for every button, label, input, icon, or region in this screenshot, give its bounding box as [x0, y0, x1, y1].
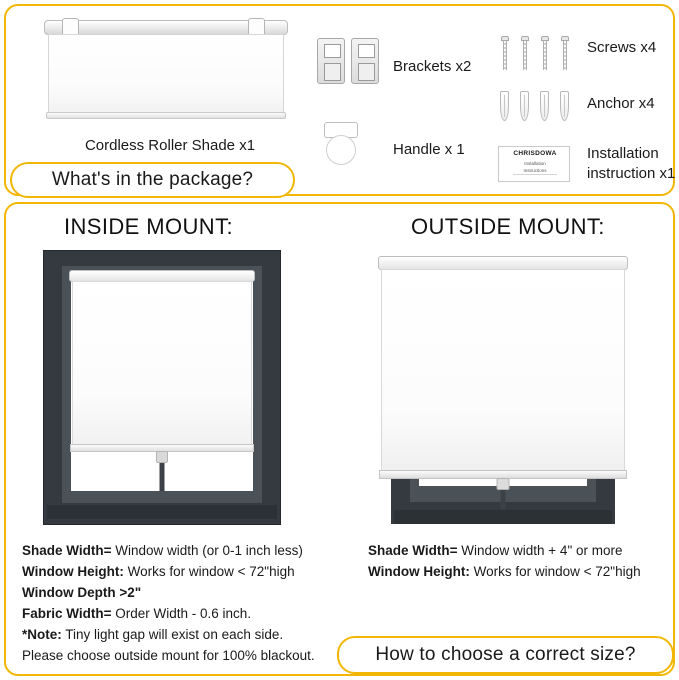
spec-line [22, 624, 352, 645]
spec-label: *Note: [22, 627, 62, 642]
handle-icon [320, 122, 364, 167]
inside-mount-specs [22, 540, 352, 666]
window-sill [394, 510, 612, 524]
inside-mount-illustration [43, 250, 281, 525]
spec-value: Order Width - 0.6 inch. [111, 606, 252, 621]
handle-label: Handle x 1 [393, 141, 465, 158]
spec-value: Works for window < 72"high [123, 564, 295, 579]
screw-icon [501, 36, 509, 70]
spec-label: Fabric Width= [22, 606, 112, 621]
anchor-icon [560, 91, 569, 121]
shade-fabric [48, 34, 284, 114]
spec-line [368, 561, 673, 582]
window-sill [47, 505, 277, 519]
shade-pull-tab [156, 451, 168, 463]
screws-label: Screws x4 [587, 39, 657, 56]
screw-icon [541, 36, 549, 70]
spec-line [22, 561, 352, 582]
spec-value: Tiny light gap will exist on each side. [61, 627, 284, 642]
shade-headrail [378, 256, 628, 270]
spec-value: Window width (or 0-1 inch less) [111, 543, 303, 558]
anchors-label: Anchor x4 [587, 95, 655, 112]
screw-icon [521, 36, 529, 70]
spec-label: Window Depth >2" [22, 585, 142, 600]
package-badge: What's in the package? [10, 162, 295, 198]
instruction-label: Installation instruction x1 [587, 145, 676, 182]
booklet-divider [513, 174, 557, 175]
spec-line [22, 582, 352, 603]
instruction-booklet-icon [498, 146, 570, 182]
bracket-icon [351, 38, 379, 84]
anchor-icon [540, 91, 549, 121]
spec-value: Window width + 4" or more [457, 543, 623, 558]
spec-label: Shade Width= [22, 543, 112, 558]
spec-line [22, 540, 352, 561]
shade-bottom-rail [46, 112, 286, 119]
outside-mount-illustration [378, 250, 628, 525]
roller-shade-caption: Cordless Roller Shade x1 [84, 137, 256, 154]
spec-label: Window Height: [368, 564, 470, 579]
spec-value: Please choose outside mount for 100% blackout. [22, 648, 315, 663]
roller-shade-illustration [36, 20, 296, 130]
spec-line [368, 540, 673, 561]
spec-label: Window Height: [22, 564, 124, 579]
booklet-subtitle-line1: Installation [524, 161, 546, 166]
anchor-icon [520, 91, 529, 121]
booklet-brand: CHRISDOWA [513, 150, 557, 157]
shade-fabric [381, 269, 625, 471]
brackets-label: Brackets x2 [393, 58, 472, 75]
outside-mount-heading: OUTSIDE MOUNT: [411, 214, 605, 239]
anchor-icon [500, 91, 509, 121]
outside-mount-specs [368, 540, 673, 582]
spec-value: Works for window < 72"high [469, 564, 641, 579]
spec-label: Shade Width= [368, 543, 458, 558]
shade-pull-tab [497, 478, 510, 490]
shade-fabric [72, 281, 252, 445]
spec-line [22, 645, 352, 666]
spec-line [22, 603, 352, 624]
size-guide-badge: How to choose a correct size? [337, 636, 674, 674]
inside-mount-heading: INSIDE MOUNT: [64, 214, 233, 239]
bracket-icon [317, 38, 345, 84]
booklet-subtitle-line2: Instructions [523, 168, 547, 173]
screw-icon [561, 36, 569, 70]
